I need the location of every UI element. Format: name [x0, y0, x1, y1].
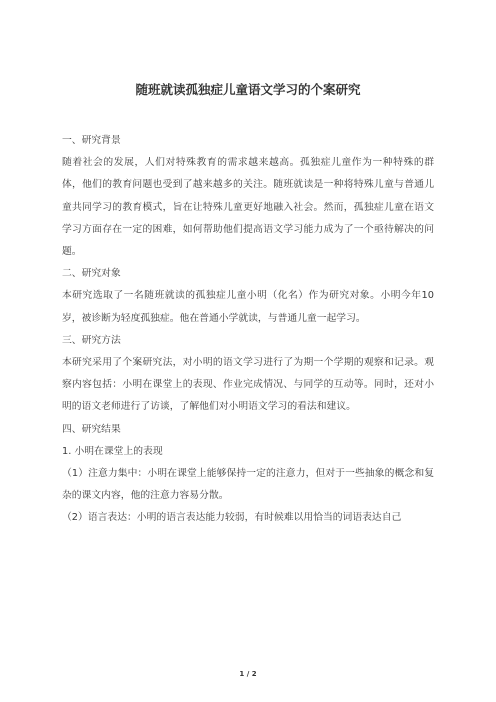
- subsection-heading-classroom: 1. 小明在课堂上的表现: [62, 445, 163, 457]
- section-heading-background: 一、研究背景: [62, 135, 121, 146]
- paragraph-background: 随着社会的发展，人们对特殊教育的需求越来越高。孤独症儿童作为一种特殊的群体，他们的教育问题也受到了越来越多的关注。随班就读是一种将特殊儿童与普通儿童共同学习的教育模式，旨在让特殊儿童更好地融入社会。然而，孤独症儿童在语文学习方面存在一定的困难，如何帮助他们提高语文学习能力成为了一个亟待解决的问题。: [62, 157, 434, 258]
- section-heading-subject: 二、研究对象: [62, 268, 121, 280]
- section-heading-results: 四、研究结果: [62, 423, 121, 435]
- paragraph-attention: （1）注意力集中：小明在课堂上能够保持一定的注意力，但对于一些抽象的概念和复杂的课文内容，他的注意力容易分散。: [62, 468, 434, 502]
- paragraph-language: （2）语言表达：小明的语言表达能力较弱，有时候难以用恰当的词语表达自己: [62, 512, 402, 524]
- paragraph-method: 本研究采用了个案研究法，对小明的语文学习进行了为期一个学期的观察和记录。观察内容包括：小明在课堂上的表现、作业完成情况、与同学的互动等。同时，还对小明的语文老师进行了访谈，了解他们对小明语文学习的看法和建议。: [62, 357, 434, 413]
- paragraph-subject: 本研究选取了一名随班就读的孤独症儿童小明（化名）作为研究对象。小明今年10岁，被诊断为轻度孤独症。他在普通小学就读，与普通儿童一起学习。: [62, 290, 434, 324]
- document-title: 随班就读孤独症儿童语文学习的个案研究: [135, 82, 361, 97]
- document-body: [62, 130, 434, 530]
- section-heading-method: 三、研究方法: [62, 334, 121, 346]
- page-number: 1 / 2: [239, 670, 257, 678]
